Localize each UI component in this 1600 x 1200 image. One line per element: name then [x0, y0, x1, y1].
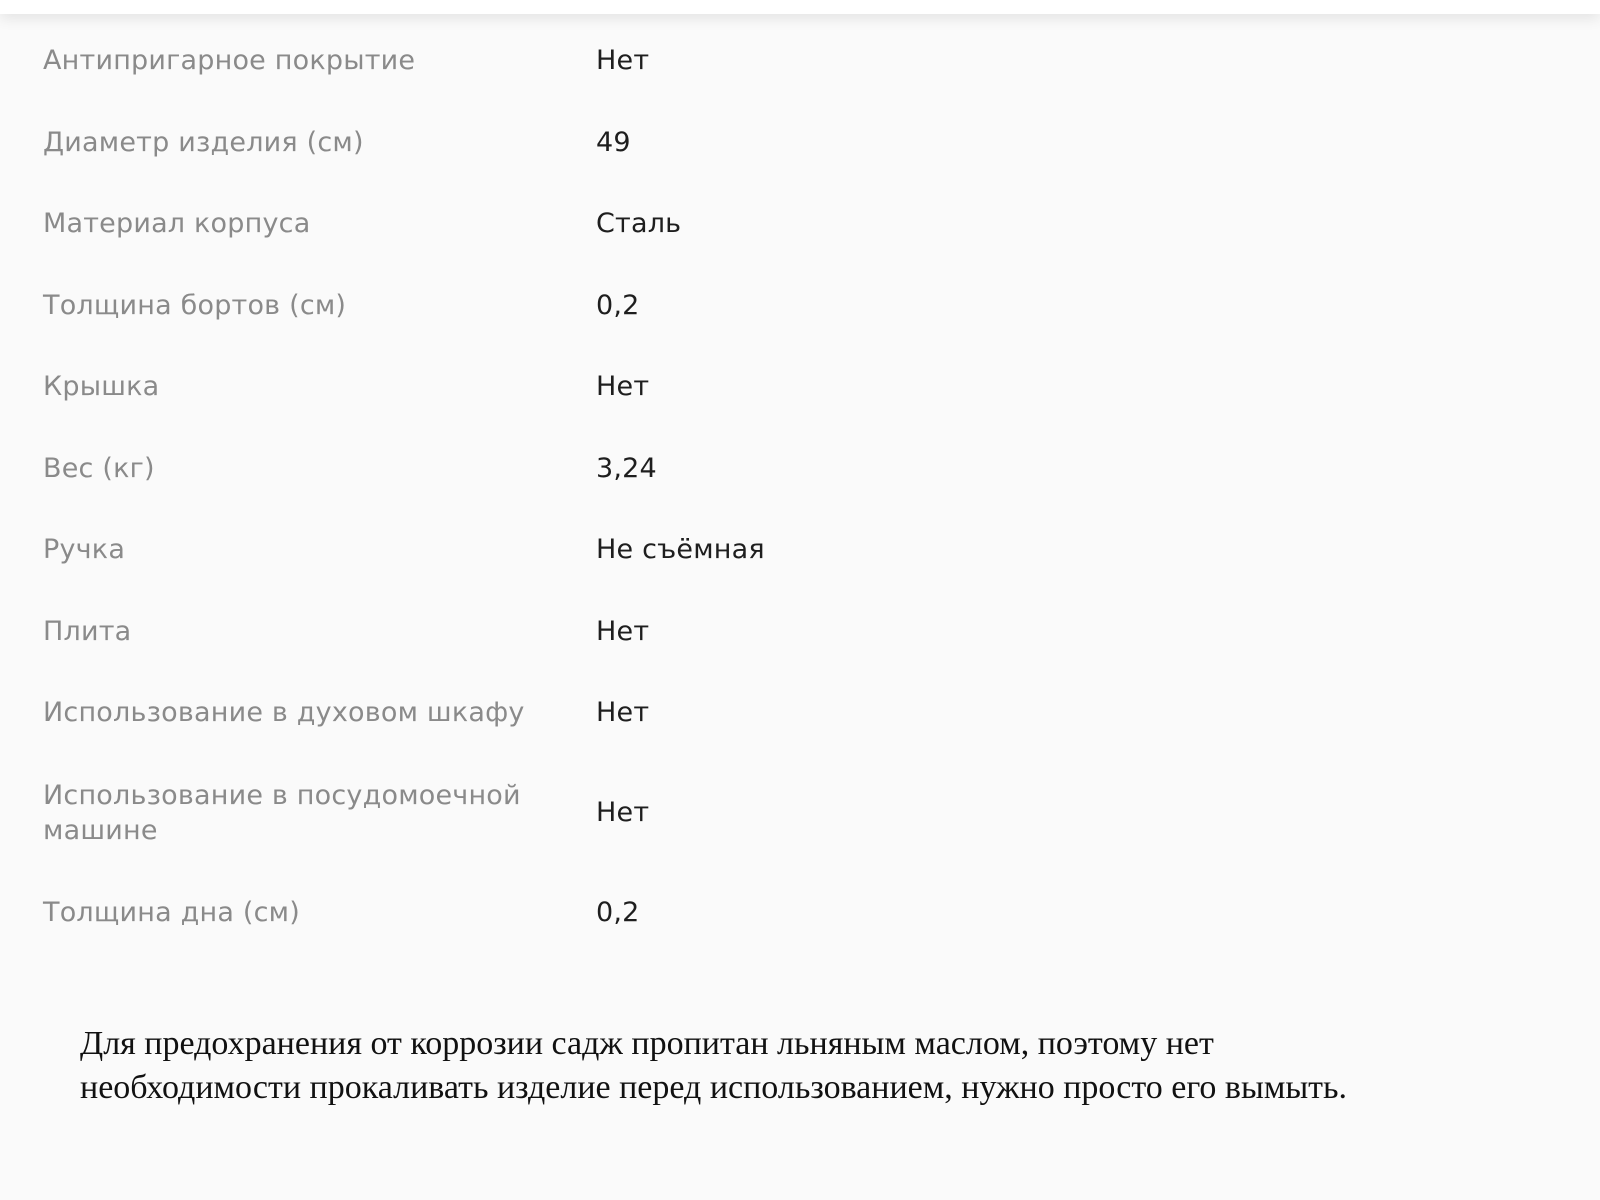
description-line: необходимости прокаливать изделие перед использованием, нужно просто его вымыть.	[80, 1069, 1348, 1106]
spec-label: Ручка	[43, 534, 126, 566]
spec-row-bottom-thickness	[43, 872, 1043, 954]
spec-label: Плита	[43, 615, 132, 647]
spec-row-nonstick-coating	[43, 20, 1043, 102]
spec-label: Антипригарное покрытие	[43, 45, 416, 77]
spec-value: Нет	[596, 371, 650, 403]
spec-value: Сталь	[596, 208, 682, 240]
spec-value: 0,2	[596, 289, 640, 321]
spec-value: 0,2	[596, 896, 640, 928]
spec-label: Толщина дна (см)	[43, 896, 300, 928]
spec-value: Нет	[596, 697, 650, 729]
spec-row-dishwasher-use	[43, 754, 1043, 872]
spec-row-stove	[43, 591, 1043, 673]
spec-row-weight	[43, 428, 1043, 510]
spec-label: Использование в духовом шкафу	[43, 697, 525, 729]
spec-value: Нет	[596, 797, 650, 828]
description-line: Для предохранения от коррозии садж пропитан льняным маслом, поэтому нет	[80, 1025, 1214, 1062]
spec-row-wall-thickness	[43, 265, 1043, 347]
spec-value: 49	[596, 126, 631, 158]
spec-label: Использование в посудомоечной машине	[43, 779, 521, 846]
header-shadow	[0, 0, 1600, 14]
spec-row-handle	[43, 509, 1043, 591]
spec-value: Не съёмная	[596, 534, 765, 566]
spec-value: Нет	[596, 45, 650, 77]
spec-label: Вес (кг)	[43, 452, 155, 484]
spec-row-lid	[43, 346, 1043, 428]
spec-label: Толщина бортов (см)	[43, 289, 347, 321]
spec-row-oven-use	[43, 672, 1043, 754]
spec-row-diameter	[43, 102, 1043, 184]
specifications-table	[43, 20, 1043, 953]
spec-label: Материал корпуса	[43, 208, 311, 240]
product-description	[80, 1022, 1580, 1110]
spec-value: Нет	[596, 615, 650, 647]
spec-label: Крышка	[43, 371, 160, 403]
spec-label: Диаметр изделия (см)	[43, 126, 364, 158]
spec-row-body-material	[43, 183, 1043, 265]
spec-value: 3,24	[596, 452, 657, 484]
